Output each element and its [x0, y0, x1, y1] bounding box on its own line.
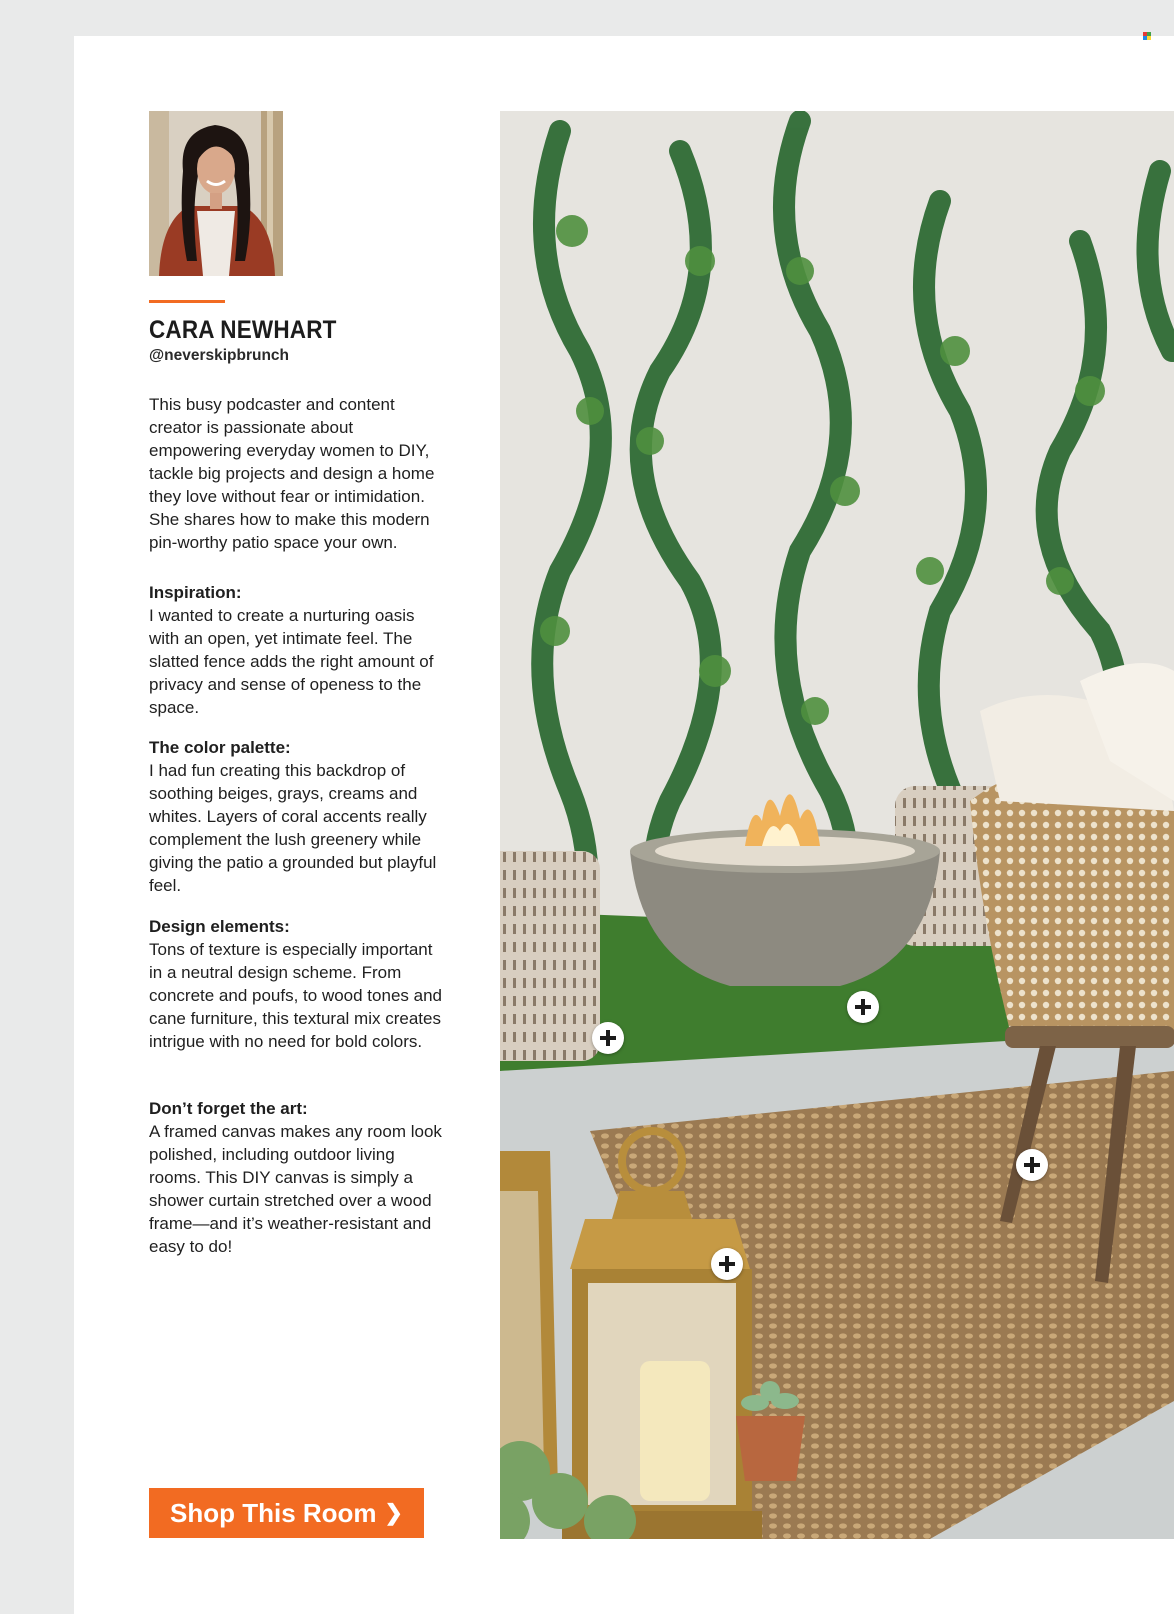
section-color-palette	[149, 736, 449, 897]
section-title: Don’t forget the art:	[149, 1099, 308, 1118]
section-body: Tons of texture is especially important in a neutral design scheme. From concrete and poufs, to wood tones and cane furniture, this textural mix creates intrigue with no need for bold colors.	[149, 940, 442, 1051]
section-body: I wanted to create a nurturing oasis with an open, yet intimate feel. The slatted fence adds the right amount of privacy and sense of openess to the space.	[149, 606, 434, 717]
section-design-elements	[149, 915, 449, 1053]
shop-this-room-button[interactable]	[149, 1488, 424, 1538]
section-title: Design elements:	[149, 917, 290, 936]
patio-photo	[500, 111, 1174, 1539]
shop-button-label: Shop This Room	[170, 1497, 377, 1528]
section-title: Inspiration:	[149, 583, 242, 602]
hotspot-rug[interactable]	[1016, 1149, 1048, 1181]
section-inspiration	[149, 581, 449, 719]
hotspot-fire-pit[interactable]	[847, 991, 879, 1023]
hotspot-pouf[interactable]	[592, 1022, 624, 1054]
corner-color-mark	[1143, 32, 1151, 40]
accent-rule	[149, 300, 225, 303]
author-portrait	[149, 111, 283, 276]
section-body: A framed canvas makes any room look polished, including outdoor living rooms. This DIY canvas is simply a shower curtain stretched over a wood frame—and it’s weather-resistant and easy to do!	[149, 1122, 442, 1256]
section-title: The color palette:	[149, 738, 291, 757]
author-name: CARA NEWHART	[149, 316, 337, 344]
hotspot-lantern[interactable]	[711, 1248, 743, 1280]
chevron-right-icon: ❯	[384, 1500, 403, 1525]
section-body: I had fun creating this backdrop of soothing beiges, grays, creams and whites. Layers of coral accents really complement the lush greenery while giving the patio a grounded but playful feel.	[149, 761, 437, 895]
intro-paragraph: This busy podcaster and content creator is passionate about empowering everyday women to DIY, tackle big projects and design a home they love without fear or intimidation. She shares how to make this modern pin-worthy patio space your own.	[149, 395, 435, 552]
section-art	[149, 1097, 449, 1258]
author-handle: @neverskipbrunch	[149, 347, 290, 364]
